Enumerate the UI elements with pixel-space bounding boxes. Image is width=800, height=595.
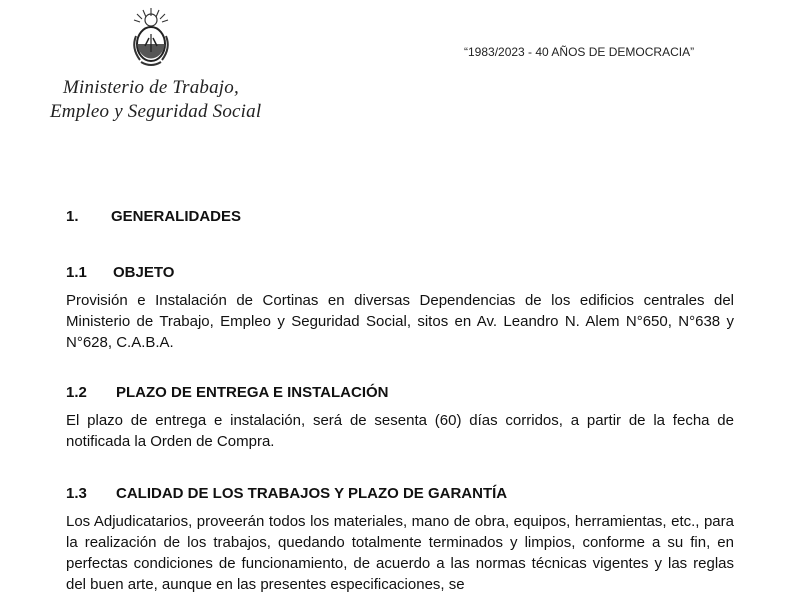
section-title: GENERALIDADES [111, 208, 242, 225]
section-number: 1.1 [66, 264, 87, 281]
section-heading-1-2 [66, 384, 389, 401]
section-title: CALIDAD DE LOS TRABAJOS Y PLAZO DE GARANTÍA [116, 485, 508, 502]
section-title: OBJETO [113, 264, 175, 281]
section-heading-1-1 [66, 264, 174, 281]
paragraph: El plazo de entrega e instalación, será de sesenta (60) días corridos, a partir de la fecha de notificada la Orden de Compra. [66, 412, 734, 450]
ministry-name-line2: Empleo y Seguridad Social [50, 101, 262, 122]
ministry-name-line1: Ministerio de Trabajo, [63, 77, 239, 98]
section-heading-1 [66, 208, 241, 225]
section-number: 1.2 [66, 384, 87, 401]
section-number: 1. [66, 208, 79, 225]
section-heading-1-3 [66, 485, 507, 502]
header-motto: “1983/2023 - 40 AÑOS DE DEMOCRACIA” [464, 45, 695, 59]
section-number: 1.3 [66, 485, 87, 502]
section-body-1-2 [66, 410, 734, 452]
paragraph: Provisión e Instalación de Cortinas en diversas Dependencias de los edificios centrales del Ministerio de Trabajo, Empleo y Seguridad Social, sitos en Av. Leandro N. Alem N°650, N°638 y N°628, C.A.B.A. [66, 292, 734, 351]
ministry-logo-text [50, 76, 261, 124]
section-body-1-1 [66, 290, 734, 353]
section-body-1-3 [66, 511, 734, 595]
paragraph: Los Adjudicatarios, proveerán todos los materiales, mano de obra, equipos, herramientas, etc., para la realización de los trabajos, quedando totalmente terminados y limpios, conforme a su fin, en perfectas condiciones de funcionamiento, de acuerdo a las normas técnicas vigentes y las reglas del buen arte, aunque en las presentes especificaciones, se [66, 513, 734, 593]
coat-of-arms-seal-icon [127, 6, 175, 72]
section-title: PLAZO DE ENTREGA E INSTALACIÓN [116, 384, 389, 401]
